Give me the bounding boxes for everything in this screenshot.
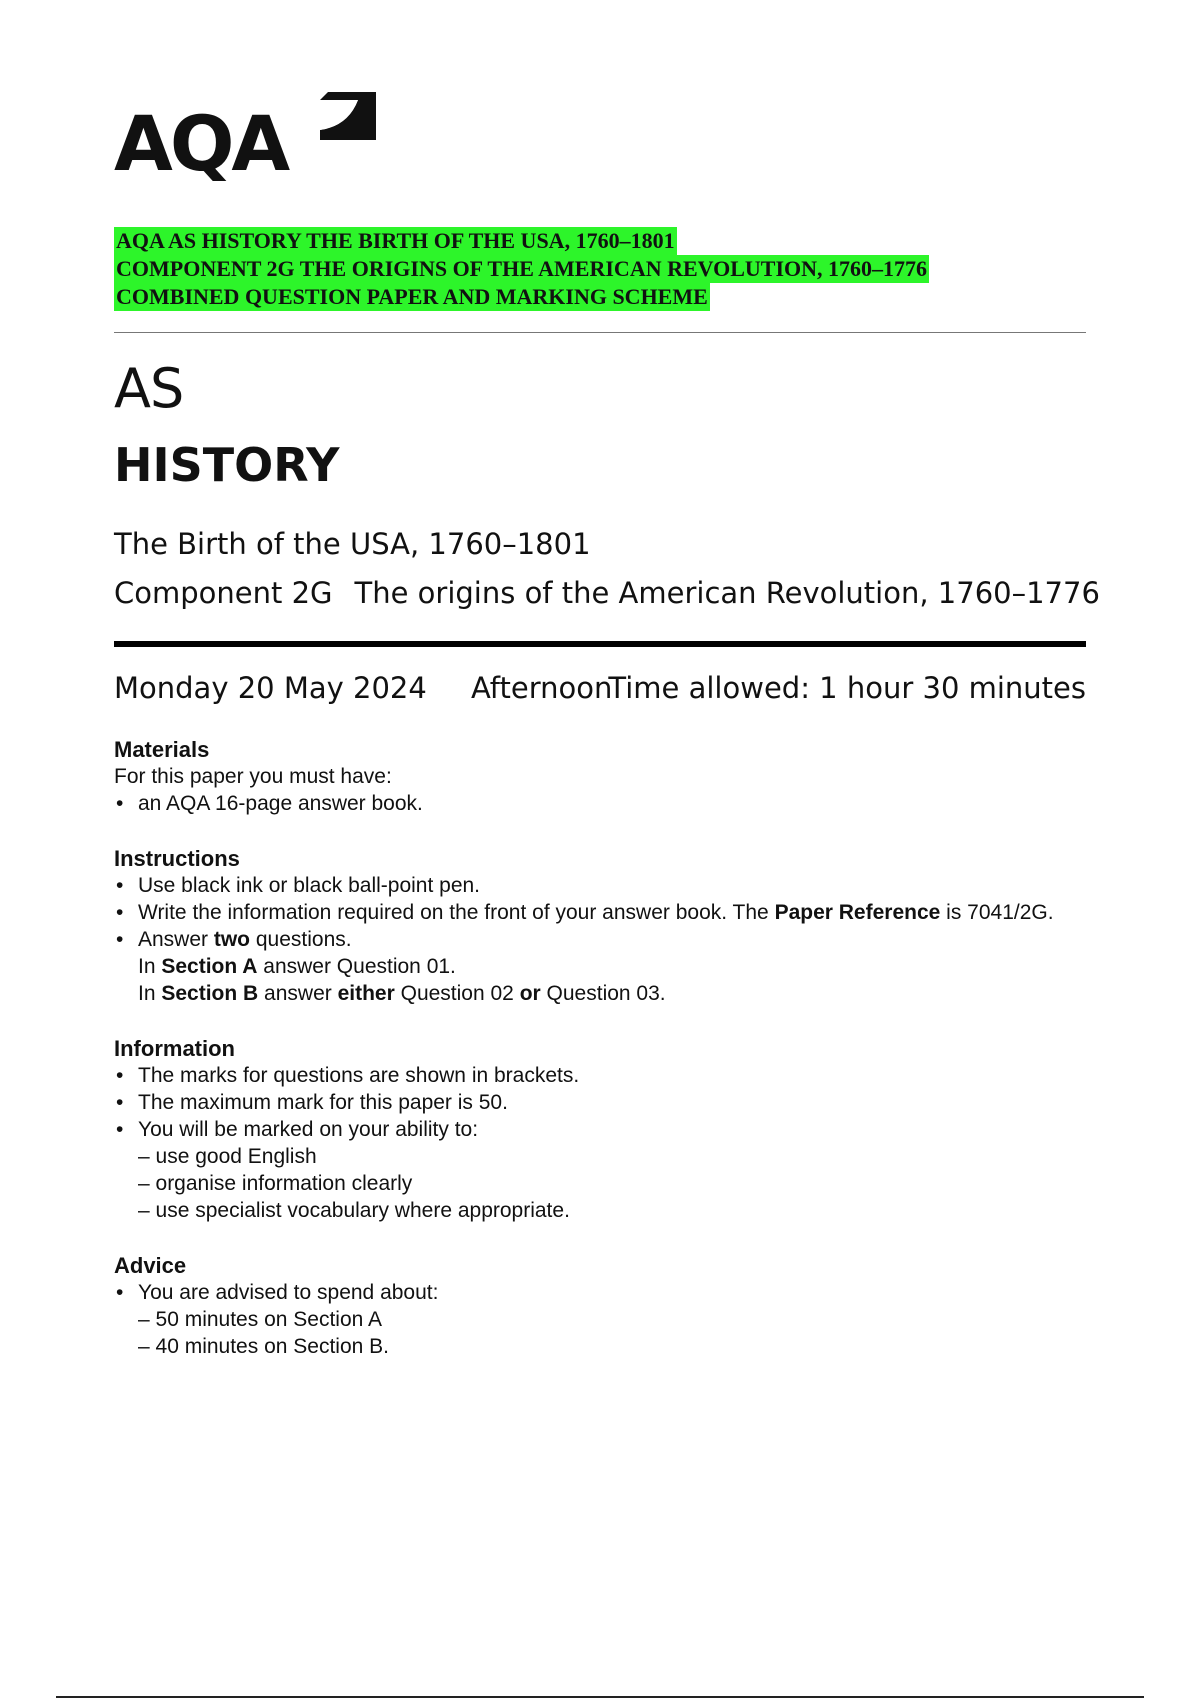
information-heading: Information <box>114 1036 235 1061</box>
logo-text: AQA <box>114 99 288 188</box>
list-subitem: – organise information clearly <box>138 1172 413 1195</box>
subject-title: HISTORY <box>114 438 340 492</box>
list-subitem: In Section A answer Question 01. <box>138 955 456 978</box>
advice-section <box>114 1252 1086 1360</box>
aqa-logo <box>114 82 288 188</box>
list-item: • Write the information required on the front of your answer book. The Paper Reference is 7041/2G. <box>114 899 1086 926</box>
instructions-section <box>114 845 1086 1007</box>
list-item: • The maximum mark for this paper is 50. <box>114 1089 1086 1116</box>
list-item: • Answer two questions. <box>114 926 1086 953</box>
divider-thick <box>114 641 1086 647</box>
materials-section <box>114 736 1086 817</box>
list-item: • an AQA 16-page answer book. <box>114 790 1086 817</box>
list-subitem: – 40 minutes on Section B. <box>138 1335 389 1358</box>
list-item: • Use black ink or black ball-point pen. <box>114 872 1086 899</box>
instructions-heading: Instructions <box>114 846 240 871</box>
list-subitem: – 50 minutes on Section A <box>138 1308 382 1331</box>
component-title: The origins of the American Revolution, 1760–1776 <box>354 576 1100 610</box>
qualification-level: AS <box>114 357 184 420</box>
list-subitem: – use specialist vocabulary where appropriate. <box>138 1199 570 1222</box>
materials-intro: For this paper you must have: <box>114 765 392 788</box>
information-section <box>114 1035 1086 1224</box>
time-allowed: Time allowed: 1 hour 30 minutes <box>608 671 1086 705</box>
component-code: Component 2G <box>114 576 333 610</box>
list-item: • The marks for questions are shown in brackets. <box>114 1062 1086 1089</box>
list-item: • You will be marked on your ability to: <box>114 1116 1086 1143</box>
aqa-flag-icon <box>318 90 378 150</box>
list-subitem: – use good English <box>138 1145 317 1168</box>
materials-heading: Materials <box>114 737 210 762</box>
advice-heading: Advice <box>114 1253 187 1278</box>
header-line-2: COMPONENT 2G THE ORIGINS OF THE AMERICAN REVOLUTION, 1760–1776 <box>116 256 928 281</box>
exam-date-row <box>114 670 1086 710</box>
exam-date: Monday 20 May 2024 <box>114 671 427 705</box>
header-highlight <box>114 227 929 311</box>
header-line-1: AQA AS HISTORY THE BIRTH OF THE USA, 1760–1801 <box>116 228 675 253</box>
footer-divider <box>56 1696 1144 1698</box>
component-line <box>114 575 1100 611</box>
front-matter-sections <box>114 736 1086 1388</box>
list-subitem: In Section B answer either Question 02 or Question 03. <box>138 982 666 1005</box>
header-line-3: COMBINED QUESTION PAPER AND MARKING SCHEME <box>116 284 708 309</box>
paper-title: The Birth of the USA, 1760–1801 <box>114 527 591 561</box>
exam-session: Afternoon <box>471 671 613 705</box>
list-item: • You are advised to spend about: <box>114 1279 1086 1306</box>
divider-thin <box>114 332 1086 333</box>
